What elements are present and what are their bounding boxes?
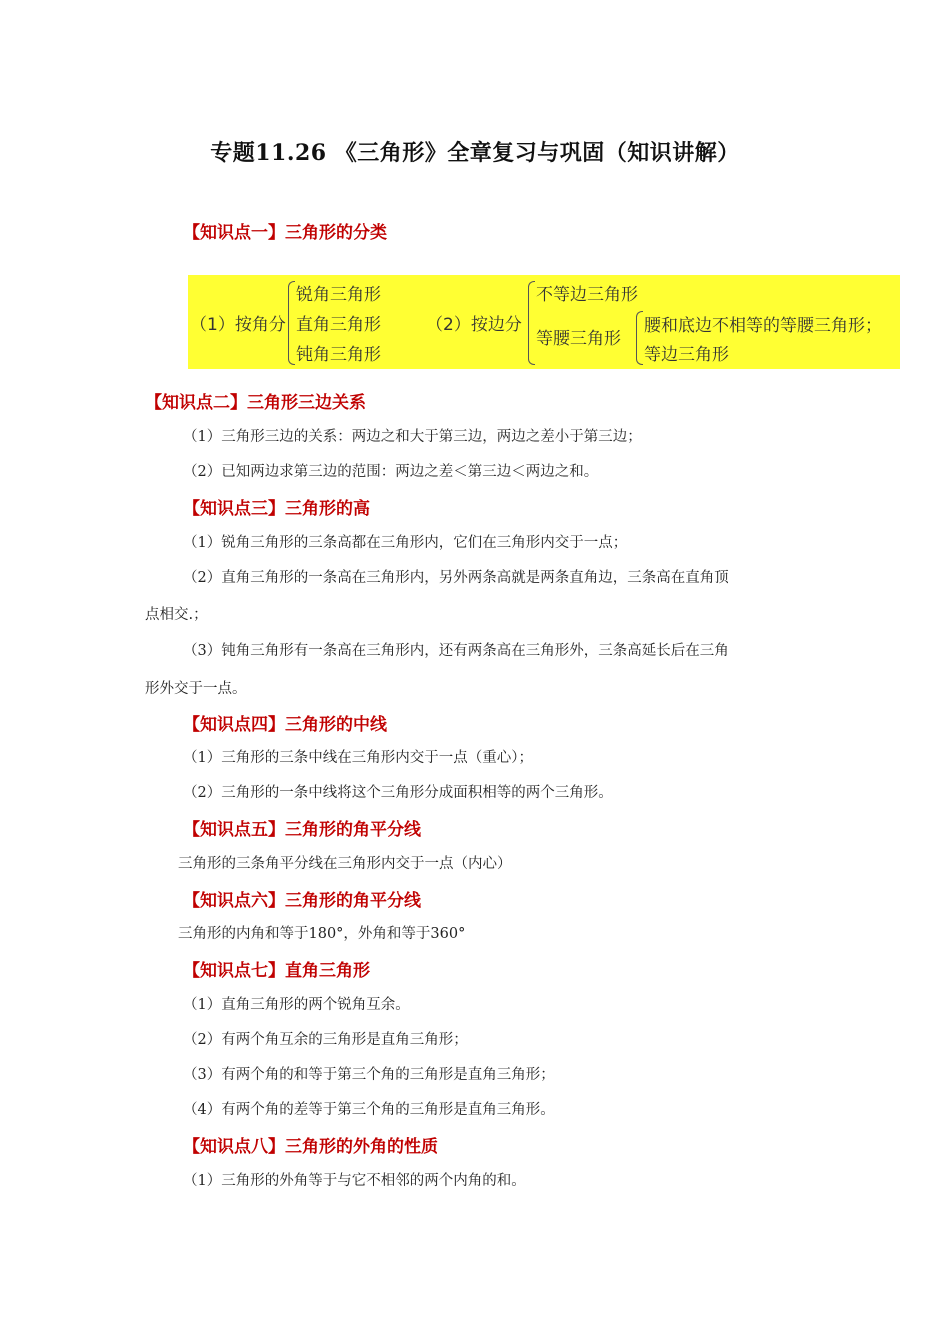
isosceles-item-equilateral: 等边三角形 — [644, 345, 729, 365]
text-line: （2）已知两边求第三边的范围：两边之差＜第三边＜两边之和。 — [183, 464, 599, 480]
text-line: （3）钝角三角形有一条高在三角形内，还有两条高在三角形外，三条高延长后在三角 — [183, 643, 729, 659]
text-line: （1）直角三角形的两个锐角互余。 — [183, 997, 410, 1013]
angle-classification-label: （1）按角分 — [190, 315, 286, 335]
text-line: （4）有两个角的差等于第三个角的三角形是直角三角形。 — [183, 1102, 555, 1118]
section-heading-8: 【知识点八】三角形的外角的性质 — [183, 1137, 438, 1157]
angle-item-right: 直角三角形 — [296, 315, 381, 335]
text-line: （1）锐角三角形的三条高都在三角形内，它们在三角形内交于一点； — [183, 535, 628, 551]
section-heading-5: 【知识点五】三角形的角平分线 — [183, 820, 421, 840]
text-line: （2）三角形的一条中线将这个三角形分成面积相等的两个三角形。 — [183, 785, 613, 801]
angle-brace — [288, 281, 295, 365]
text-line: （2）有两个角互余的三角形是直角三角形； — [183, 1032, 468, 1048]
text-line: （3）有两个角的和等于第三个角的三角形是直角三角形； — [183, 1067, 555, 1083]
text-line: （1）三角形的外角等于与它不相邻的两个内角的和。 — [183, 1173, 526, 1189]
text-line: （1）三角形的三条中线在三角形内交于一点（重心）； — [183, 750, 533, 766]
classification-box — [188, 275, 900, 369]
section-heading-6: 【知识点六】三角形的角平分线 — [183, 891, 421, 911]
section-heading-7: 【知识点七】直角三角形 — [183, 961, 370, 981]
text-line: 形外交于一点。 — [145, 681, 247, 697]
text-line: （2）直角三角形的一条高在三角形内，另外两条高就是两条直角边，三条高在直角顶 — [183, 570, 729, 586]
side-brace — [528, 281, 535, 365]
section-heading-3: 【知识点三】三角形的高 — [183, 499, 370, 519]
page-title: 专题11.26 《三角形》全章复习与巩固（知识讲解） — [210, 140, 740, 166]
section-heading-1: 【知识点一】三角形的分类 — [183, 223, 387, 243]
angle-item-acute: 锐角三角形 — [296, 285, 381, 305]
text-line: （1）三角形三边的关系：两边之和大于第三边，两边之差小于第三边； — [183, 429, 642, 445]
section-heading-2: 【知识点二】三角形三边关系 — [145, 393, 366, 413]
side-classification-label: （2）按边分 — [426, 315, 522, 335]
text-line: 三角形的内角和等于180°，外角和等于360° — [178, 926, 466, 942]
side-item-scalene: 不等边三角形 — [536, 285, 638, 305]
text-line: 点相交.； — [145, 607, 208, 623]
text-line: 三角形的三条角平分线在三角形内交于一点（内心） — [178, 856, 512, 872]
section-heading-4: 【知识点四】三角形的中线 — [183, 715, 387, 735]
angle-item-obtuse: 钝角三角形 — [296, 345, 381, 365]
isosceles-brace — [636, 311, 643, 365]
isosceles-item-unequal: 腰和底边不相等的等腰三角形； — [644, 316, 882, 336]
side-item-isosceles: 等腰三角形 — [536, 329, 621, 349]
